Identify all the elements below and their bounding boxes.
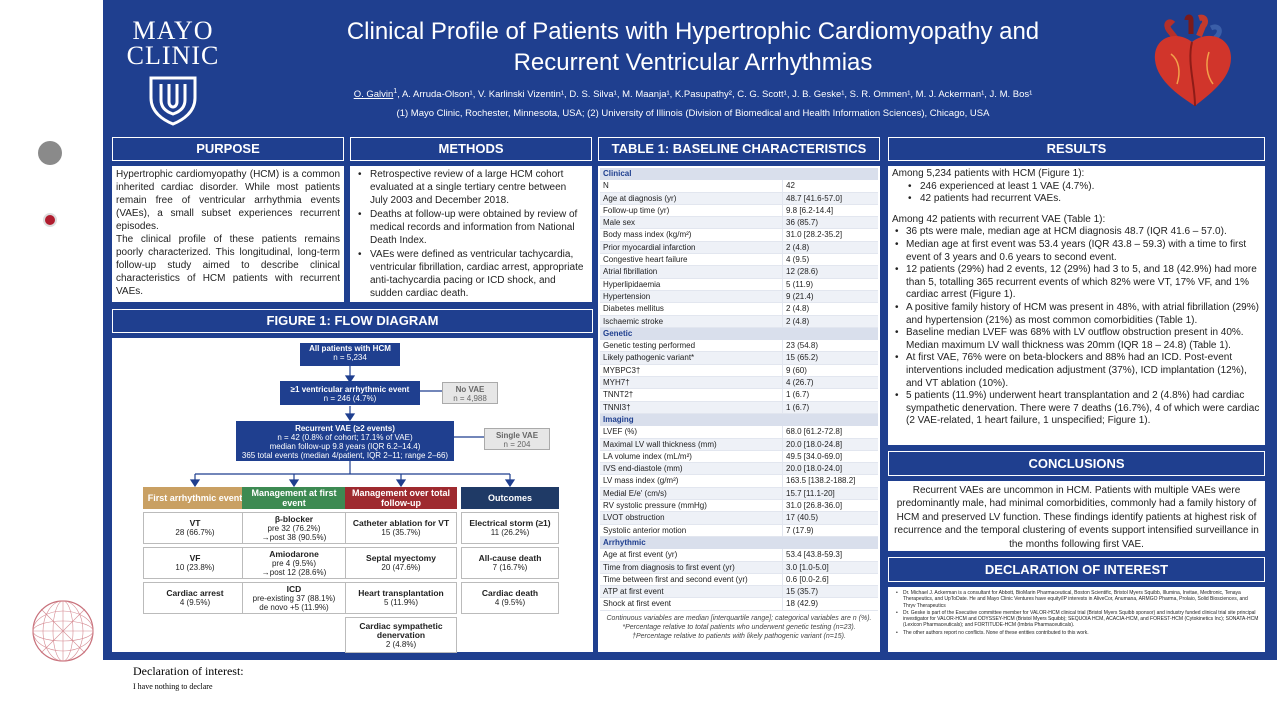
table1-label: TNNI3†	[603, 402, 631, 412]
flow-cell-title: Heart transplantation	[358, 588, 444, 598]
table1-label: Medial E/e' (cm/s)	[603, 488, 667, 498]
table1-value: 15 (35.7)	[782, 586, 878, 597]
table1-value: 5 (11.9)	[782, 279, 878, 290]
table1-row	[600, 193, 878, 205]
table1-row	[600, 316, 878, 328]
flow-cell-value: 5 (11.9%)	[383, 598, 419, 607]
table1-label: Congestive heart failure	[603, 255, 688, 265]
flow-cell-value: pre 32 (76.2%)	[267, 523, 321, 533]
first-author[interactable]: O. Galvin	[353, 89, 394, 101]
first-author-sup: 1	[393, 88, 398, 95]
table1-label: LV mass index (g/m²)	[603, 476, 679, 486]
flow-cell-value-2: de novo +5 (11.9%)	[259, 602, 329, 612]
table1-value: 2 (4.8)	[782, 242, 878, 253]
no-vae-title: No VAE	[455, 385, 485, 394]
globe-decoration-icon	[32, 600, 94, 662]
table1-value: 17 (40.5)	[782, 512, 878, 523]
flow-cell-value-2: →post 38 (90.5%)	[261, 532, 327, 542]
table1-value: 2 (4.8)	[782, 316, 878, 327]
table1-value: 23 (54.8)	[782, 340, 878, 351]
flow-cell-title: Septal myectomy	[366, 553, 436, 563]
table1-row	[600, 266, 878, 278]
poster	[103, 0, 1277, 660]
recurrent-n: n = 42 (0.8% of cohort; 17.1% of VAE)	[277, 433, 413, 442]
recurrent-title: Recurrent VAE (≥2 events)	[295, 424, 395, 433]
all-patients-title: All patients with HCM	[309, 344, 391, 353]
flow-diagram	[112, 338, 593, 652]
table1-label: Time from diagnosis to first event (yr)	[603, 562, 735, 572]
flow-cell-title: ICD	[286, 583, 302, 594]
recurrent-vae-box	[236, 421, 454, 461]
table1-label: Likely pathogenic variant*	[603, 353, 695, 363]
purpose-panel	[112, 166, 344, 302]
table1-label: Follow-up time (yr)	[603, 205, 670, 215]
table1-value: 1 (6.7)	[782, 389, 878, 400]
all-patients-box	[300, 343, 400, 366]
table1-row	[600, 303, 878, 315]
other-authors: , A. Arruda-Olson¹, V. Karlinski Vizentin¹, D. S. Silva¹, M. Maanja¹, K.Pasupathy², C. G. Scott¹, J. B. Geske¹, S. R. Ommen¹, M. J. Ackerman¹, J. M. Bos¹	[397, 89, 1033, 101]
table1-value: 4 (9.5)	[782, 254, 878, 265]
table1-value: 9 (60)	[782, 365, 878, 376]
no-vae-n: n = 4,988	[453, 394, 487, 403]
slide-marker-gray[interactable]	[38, 141, 62, 165]
table1-value: 18 (42.9)	[782, 598, 878, 609]
table1-value: 3.0 [1.0-5.0]	[782, 562, 878, 573]
table1-row	[600, 598, 878, 610]
single-vae-n: n = 204	[503, 440, 531, 449]
table1-label: LVEF (%)	[603, 427, 638, 437]
table1-value: 163.5 [138.2-188.2]	[782, 475, 878, 486]
flow-cell-value: pre 4 (9.5%)	[271, 558, 317, 568]
table1-row	[600, 340, 878, 352]
table1-row	[600, 352, 878, 364]
table1-value: 12 (28.6)	[782, 266, 878, 277]
table1-value: 49.5 [34.0-69.0]	[782, 451, 878, 462]
declaration-label: Declaration of interest:	[133, 664, 244, 678]
table1-label: Atrial fibrillation	[603, 267, 658, 277]
recurrent-events: 365 total events (median 4/patient, IQR 2–11; range 2–66)	[241, 451, 449, 460]
results-sub-item: • 42 patients had recurrent VAEs.	[892, 193, 1261, 206]
flow-cell-title: Electrical storm (≥1)	[469, 518, 551, 528]
table1-row	[600, 439, 878, 451]
table1-value: 15.7 [11.1-20]	[782, 488, 878, 499]
table1-value: 1 (6.7)	[782, 402, 878, 413]
flow-cell-value-2: →post 12 (28.6%)	[261, 567, 327, 577]
table1-section-header: Genetic	[600, 328, 878, 340]
flow-cell-value: 2 (4.8%)	[385, 639, 417, 649]
table1-label: Age at first event (yr)	[603, 550, 678, 560]
purpose-heading: PURPOSE	[112, 137, 344, 161]
flow-cell	[143, 582, 247, 614]
flow-cell	[242, 547, 346, 579]
table1-row	[600, 574, 878, 586]
interest-item: • Dr. Geske is part of the Executive committee member for VALOR-HCM clinical trial (Bristol Myers Squibb sponsor) and industry funded clinical trial site principal investigator for VALOR-HCM and ODYSSEY-HCM (Bristol Myers Squibb); SEQUOIA HCM, ACACIA-HCM, and FOREST-HCM (Cytokinetics Inc); SONATA-HCM (Lexicon Pharmaceuticals); and FORTITUDE-HCM (Imbria Pharmaceuticals).	[894, 610, 1259, 629]
table1-row	[600, 217, 878, 229]
table1-row	[600, 512, 878, 524]
table1-row	[600, 377, 878, 389]
conclusions-panel: Recurrent VAEs are uncommon in HCM. Patients with multiple VAEs were predominantly male, had minimal comorbidities, commonly had a family history of HCM and preserved LV function. These findings identify patients at highest risk of recurrence and the temporal clustering of events support intensified surveillance in the months following first VAE.	[888, 481, 1265, 551]
table1-row	[600, 488, 878, 500]
flow-cell-title: Cardiac death	[481, 588, 539, 598]
flow-cell-value: pre-existing 37 (88.1%)	[252, 593, 336, 603]
flow-cell-title: Cardiac arrest	[166, 588, 224, 598]
conclusions-heading: CONCLUSIONS	[888, 451, 1265, 476]
table1-label: Prior myocardial infarction	[603, 242, 696, 252]
results-item: • 12 patients (29%) had 2 events, 12 (29%) had 3 to 5, and 18 (42.9%) had more than 5, totalling 365 recurrent events of which 82% were VT, 17% VF, and 1% cardiac arrest (Figure 1).	[892, 264, 1261, 302]
flow-column-header: Outcomes	[461, 487, 559, 509]
table1-value: 9 (21.4)	[782, 291, 878, 302]
flow-cell-title: Amiodarone	[269, 548, 319, 559]
table1-label: LA volume index (mL/m²)	[603, 451, 692, 461]
table1-footnote	[600, 611, 878, 644]
table1-row	[600, 279, 878, 291]
flow-column-header: Management at first event	[242, 487, 346, 509]
flow-column-header: Management over total follow-up	[345, 487, 457, 509]
table1-label: Systolic anterior motion	[603, 525, 687, 535]
flow-cell	[345, 512, 457, 544]
table1-value: 20.0 [18.0-24.0]	[782, 463, 878, 474]
table1-row	[600, 475, 878, 487]
table1-value: 20.0 [18.0-24.8]	[782, 439, 878, 450]
table1-label: IVS end-diastole (mm)	[603, 464, 683, 474]
flow-cell	[242, 512, 346, 544]
flow-cell	[345, 547, 457, 579]
interest-item: • Dr. Michael J. Ackerman is a consultant for Abbott, BioMarin Pharmaceutical, Boston Scientific, Bristol Myers Squibb, Illumina, Invitae, Medtronic, Tenaya Therapeutics, and UpToDate. He and Mayo Clinic Ventures have equity/IP interests in AliveCor, Anumana, ARMGO Pharma, Prolaio, Solid Biosciences, and Thryv Therapeutics	[894, 590, 1259, 609]
table1-label: Hypertension	[603, 291, 651, 301]
declaration-text: I have nothing to declare	[133, 682, 213, 691]
flow-cell-value: 28 (66.7%)	[175, 528, 215, 537]
logo-line-1: MAYO	[132, 16, 214, 45]
table1-value: 36 (85.7)	[782, 217, 878, 228]
flow-cell-value: 11 (26.2%)	[490, 528, 530, 537]
flow-cell	[242, 582, 346, 614]
baseline-table	[600, 168, 878, 611]
results-item: • 36 pts were male, median age at HCM diagnosis 48.7 (IQR 41.6 – 57.0).	[892, 226, 1261, 239]
table1-panel	[598, 166, 880, 652]
methods-heading: METHODS	[350, 137, 592, 161]
table1-value: 4 (26.7)	[782, 377, 878, 388]
table1-label: MYH7†	[603, 378, 630, 388]
vae1-box	[280, 381, 420, 405]
no-vae-box	[442, 382, 498, 404]
table1-row	[600, 229, 878, 241]
table1-label: Age at diagnosis (yr)	[603, 193, 677, 203]
flow-cell	[345, 617, 457, 653]
table1-row	[600, 242, 878, 254]
table1-row	[600, 426, 878, 438]
flow-cell	[143, 547, 247, 579]
table1-value: 68.0 [61.2-72.8]	[782, 426, 878, 437]
mayo-shield-icon	[147, 74, 199, 126]
purpose-paragraph-2: The clinical profile of these patients remains poorly characterized. This longitudinal, long-term follow-up study aimed to describe clinical characteristics of HCM patients with recurrent VAEs.	[116, 234, 340, 297]
vae1-n: n = 246 (4.7%)	[323, 394, 377, 403]
results-item: • Median age at first event was 53.4 years (IQR 43.8 – 59.3) with a time to first event of 3 years and 0.6 years to second event.	[892, 239, 1261, 264]
methods-item: • Deaths at follow-up were obtained by review of medical records and information from National Death Index.	[354, 208, 586, 247]
table1-row	[600, 254, 878, 266]
flow-cell	[461, 512, 559, 544]
flow-cell-title: All-cause death	[478, 553, 542, 563]
table1-section-header: Imaging	[600, 414, 878, 426]
flow-cell-title: VT	[189, 518, 201, 528]
flow-cell-value: 10 (23.8%)	[175, 563, 215, 572]
author-list	[303, 88, 1083, 100]
below-poster-declaration	[133, 664, 244, 691]
results-sub-item: • 246 experienced at least 1 VAE (4.7%).	[892, 181, 1261, 194]
single-vae-title: Single VAE	[495, 431, 539, 440]
table1-footnote-1: Continuous variables are median [interquartile range]; categorical variables are n (%). *Percentage relative to total patients who underwent genetic testing (n=23).	[606, 614, 872, 631]
flow-cell-value: 15 (35.7%)	[381, 528, 421, 537]
results-item: • At first VAE, 76% were on beta-blockers and 88% had an ICD. Post-event interventions included medication adjustment (37%), ICD implantation (12%), and VT ablation (10%).	[892, 352, 1261, 390]
table1-row	[600, 402, 878, 414]
table1-section-header: Arrhythmic	[600, 537, 878, 549]
table1-section-header: Clinical	[600, 168, 878, 180]
table1-row	[600, 586, 878, 598]
flow-cell-value: 4 (9.5%)	[179, 598, 211, 607]
flow-cell	[345, 582, 457, 614]
flow-column-header: First arrhythmic event	[143, 487, 247, 509]
flow-cell-value: 20 (47.6%)	[381, 563, 421, 572]
flow-cell	[143, 512, 247, 544]
table1-label: Diabetes mellitus	[603, 304, 664, 314]
results-item: • 5 patients (11.9%) underwent heart transplantation and 2 (4.8%) had cardiac sympathetic denervation. There were 7 deaths (16.7%), 4 of which were cardiac (2 VAE-related, 1 heart failure, 1 unspecified; Figure 1).	[892, 390, 1261, 428]
table1-row	[600, 291, 878, 303]
results-item: • Baseline median LVEF was 68% with LV outflow obstruction present in 40%. Median maximum LV wall thickness was 20mm (IQR 18 – 24.8) (Table 1).	[892, 327, 1261, 352]
table1-row	[600, 389, 878, 401]
flow-cell-title: Catheter ablation for VT	[352, 518, 450, 528]
table1-row	[600, 463, 878, 475]
purpose-paragraph-1: Hypertrophic cardiomyopathy (HCM) is a common inherited cardiac disorder. While most patients remain free of ventricular arrhythmia events (VAEs), a small subset experiences recurrent episodes.	[116, 169, 340, 232]
table1-label: LVOT obstruction	[603, 513, 665, 523]
methods-panel	[350, 166, 592, 302]
table1-value: 2 (4.8)	[782, 303, 878, 314]
table1-row	[600, 451, 878, 463]
affiliations: (1) Mayo Clinic, Rochester, Minnesota, USA; (2) University of Illinois (Division of Biomedical and Health Information Sciences), Chicago, USA	[396, 108, 990, 119]
table1-value: 48.7 [41.6-57.0]	[782, 193, 878, 204]
table1-value: 9.8 [6.2-14.4]	[782, 205, 878, 216]
table1-label: Shock at first event	[603, 599, 672, 609]
table1-value: 42	[782, 180, 878, 191]
table1-row	[600, 500, 878, 512]
table1-value: 31.0 [26.8-36.0]	[782, 500, 878, 511]
results-intro-1: Among 5,234 patients with HCM (Figure 1):	[892, 168, 1085, 179]
table1-row	[600, 525, 878, 537]
flow-cell-value: 7 (16.7%)	[492, 563, 528, 572]
poster-title: Clinical Profile of Patients with Hypertrophic Cardiomyopathy and Recurrent Ventricular Arrhythmias	[346, 18, 1040, 76]
table1-value: 7 (17.9)	[782, 525, 878, 536]
table1-row	[600, 549, 878, 561]
methods-item: • VAEs were defined as ventricular tachycardia, ventricular fibrillation, cardiac arrest, appropriate anti-tachycardia pacing or ICD shock, and sudden cardiac death.	[354, 248, 586, 300]
all-patients-n: n = 5,234	[333, 353, 367, 362]
slide-marker-red[interactable]	[43, 213, 57, 227]
table1-heading: TABLE 1: BASELINE CHARACTERISTICS	[598, 137, 880, 161]
table1-row	[600, 562, 878, 574]
interest-heading: DECLARATION OF INTEREST	[888, 557, 1265, 582]
table1-row	[600, 205, 878, 217]
table1-label: N	[603, 181, 609, 191]
table1-label: ATP at first event	[603, 587, 664, 597]
vae1-title: ≥1 ventricular arrhythmic event	[290, 385, 410, 394]
table1-label: Male sex	[603, 218, 636, 228]
results-heading: RESULTS	[888, 137, 1265, 161]
flow-cell	[461, 547, 559, 579]
table1-label: TNNT2†	[603, 390, 634, 400]
table1-label: Genetic testing performed	[603, 341, 696, 351]
table1-value: 53.4 [43.8-59.3]	[782, 549, 878, 560]
logo-line-2: CLINIC	[126, 41, 220, 70]
figure1-heading: FIGURE 1: FLOW DIAGRAM	[112, 309, 593, 333]
table1-label: Hyperlipidaemia	[603, 279, 661, 289]
results-panel	[888, 166, 1265, 445]
single-vae-box	[484, 428, 550, 450]
table1-label: RV systolic pressure (mmHg)	[603, 501, 707, 511]
flow-cell-title: β-blocker	[274, 513, 314, 524]
interest-panel	[888, 587, 1265, 652]
table1-label: Body mass index (kg/m²)	[603, 230, 692, 240]
recurrent-followup: median follow-up 9.8 years (IQR 6.2–14.4)	[269, 442, 421, 451]
flow-cell-title: VF	[189, 553, 201, 563]
flow-cell	[461, 582, 559, 614]
table1-label: MYBPC3†	[603, 365, 641, 375]
table1-label: Maximal LV wall thickness (mm)	[603, 439, 717, 449]
results-item: • A positive family history of HCM was present in 48%, with atrial fibrillation (29%) and hypertension (21%) as most common comorbidities (Table 1).	[892, 302, 1261, 327]
anatomical-heart-icon	[1147, 14, 1237, 109]
table1-label: Ischaemic stroke	[603, 316, 664, 326]
table1-row	[600, 365, 878, 377]
table1-row	[600, 180, 878, 192]
methods-item: • Retrospective review of a large HCM cohort evaluated at a single tertiary centre between July 2003 and December 2018.	[354, 168, 586, 207]
results-intro-2: Among 42 patients with recurrent VAE (Table 1):	[892, 213, 1106, 225]
table1-label: Time between first and second event (yr)	[603, 574, 748, 584]
table1-value: 0.6 [0.0-2.6]	[782, 574, 878, 585]
interest-item: • The other authors report no conflicts. None of these entities contributed to this work.	[894, 630, 1259, 636]
table1-value: 31.0 [28.2-35.2]	[782, 229, 878, 240]
flow-cell-title: Cardiac sympathetic denervation	[359, 620, 443, 640]
mayo-clinic-logo	[123, 18, 223, 131]
table1-value: 15 (65.2)	[782, 352, 878, 363]
flow-cell-value: 4 (9.5%)	[494, 598, 526, 607]
table1-footnote-2: †Percentage relative to patients with likely pathogenic variant (n=15).	[632, 632, 846, 640]
